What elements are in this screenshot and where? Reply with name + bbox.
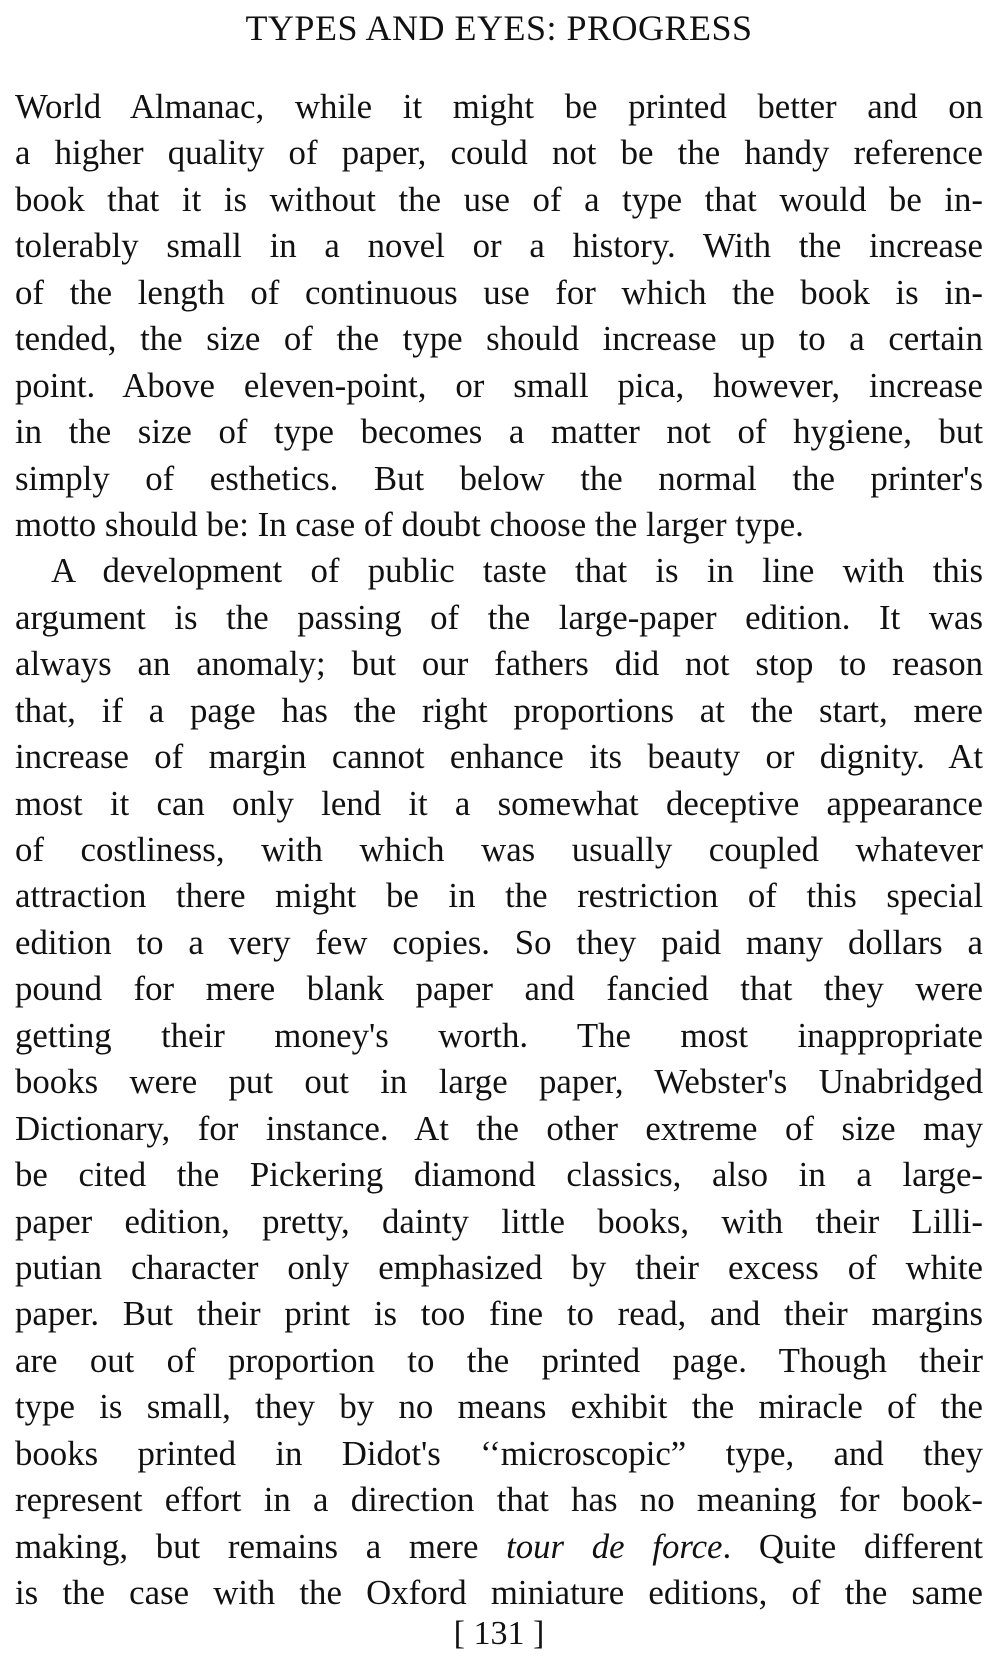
- text-line-with-italic: [15, 1524, 983, 1570]
- text-line: type is small, they by no means exhibit the miracle of the: [15, 1387, 983, 1427]
- text-line: that, if a page has the right proportions at the start, mere: [15, 690, 983, 730]
- text-line: always an anomaly; but our fathers did not stop to reason: [15, 644, 983, 684]
- text-line: books printed in Didot's ‘‘microscopic” type, and they: [15, 1433, 983, 1473]
- text-line: book that it is without the use of a type that would be in-: [15, 179, 983, 219]
- text-line: point. Above eleven-point, or small pica, however, increase: [15, 365, 983, 405]
- book-page: [15, 0, 983, 1676]
- text-line: tended, the size of the type should increase up to a certain: [15, 319, 983, 359]
- text-line: attraction there might be in the restriction of this special: [15, 876, 983, 916]
- italic-phrase: tour de force: [506, 1526, 723, 1566]
- text-line: simply of esthetics. But below the normal the printer's: [15, 458, 983, 498]
- text-line: in the size of type becomes a matter not of hygiene, but: [15, 412, 983, 452]
- text-line: paper. But their print is too fine to read, and their margins: [15, 1294, 983, 1334]
- text-line: are out of proportion to the printed page. Though their: [15, 1340, 983, 1380]
- text-line: represent effort in a direction that has no meaning for book-: [15, 1480, 983, 1520]
- text-line: edition to a very few copies. So they paid many dollars a: [15, 922, 983, 962]
- text-line: getting their money's worth. The most inappropriate: [15, 1015, 983, 1055]
- text-line: increase of margin cannot enhance its beauty or dignity. At: [15, 737, 983, 777]
- text-line: motto should be: In case of doubt choose the larger type.: [15, 504, 804, 544]
- text-line: tolerably small in a novel or a history. With the increase: [15, 226, 983, 266]
- text-line: argument is the passing of the large-paper edition. It was: [15, 597, 983, 637]
- text-line: pound for mere blank paper and fancied that they were: [15, 969, 983, 1009]
- text-line: books were put out in large paper, Webster's Unabridged: [15, 1062, 983, 1102]
- running-head: TYPES AND EYES: PROGRESS: [245, 8, 753, 48]
- page-number: [ 131 ]: [453, 1615, 545, 1652]
- text-line: a higher quality of paper, could not be the handy reference: [15, 133, 983, 173]
- text-line: be cited the Pickering diamond classics, also in a large-: [15, 1155, 983, 1195]
- paragraph-first-line: A development of public taste that is in line with this: [51, 551, 983, 591]
- body-text: [15, 84, 983, 1616]
- text-segment: . Quite different: [722, 1526, 983, 1566]
- text-line: is the case with the Oxford miniature editions, of the same: [15, 1573, 983, 1612]
- text-line: of the length of continuous use for which the book is in-: [15, 272, 983, 312]
- text-line: of costliness, with which was usually coupled whatever: [15, 830, 983, 869]
- text-segment: making, but remains a mere: [15, 1526, 507, 1566]
- text-line: Dictionary, for instance. At the other extreme of size may: [15, 1108, 983, 1148]
- text-line: most it can only lend it a somewhat deceptive appearance: [15, 783, 983, 823]
- text-line: putian character only emphasized by their excess of white: [15, 1247, 983, 1287]
- text-line: World Almanac, while it might be printed better and on: [15, 87, 983, 126]
- text-line: paper edition, pretty, dainty little books, with their Lilli-: [15, 1201, 983, 1241]
